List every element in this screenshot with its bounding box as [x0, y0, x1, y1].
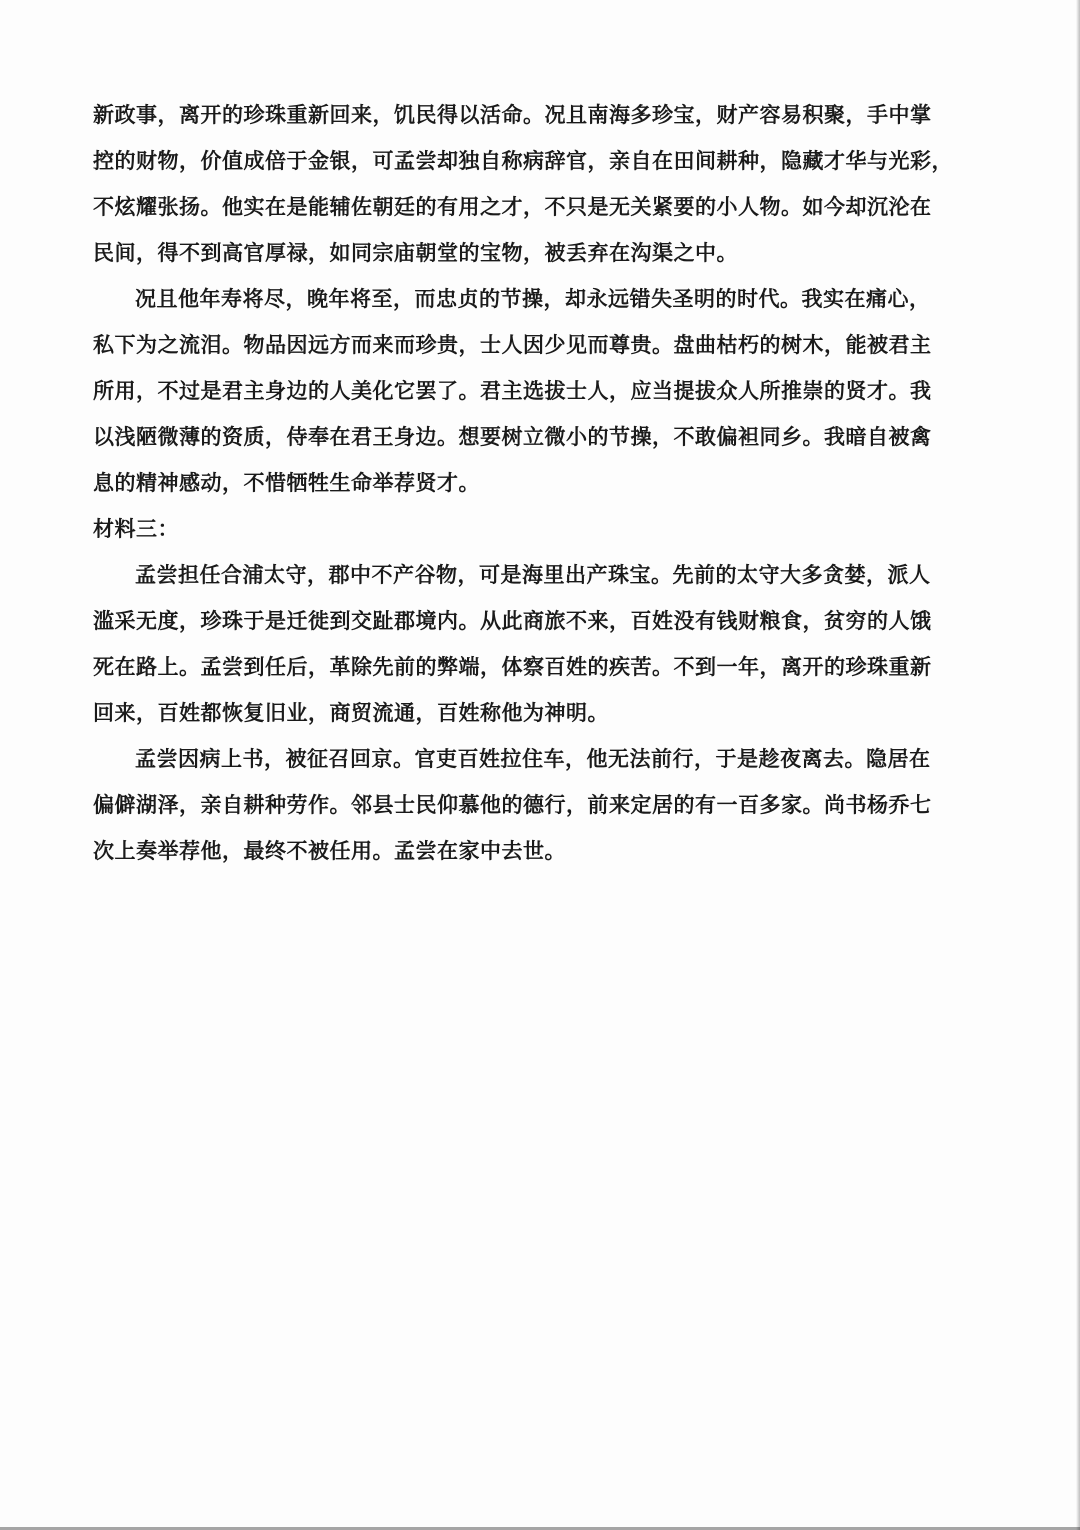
text-line: 死在路上。孟尝到任后，革除先前的弊端，体察百姓的疾苦。不到一年，离开的珍珠重新: [93, 654, 932, 679]
section-heading: 材料三：: [93, 516, 179, 541]
text-line: 新政事，离开的珍珠重新回来，饥民得以活命。况且南海多珍宝，财产容易积聚，手中掌: [93, 102, 932, 127]
text-line: 不炫耀张扬。他实在是能辅佐朝廷的有用之才，不只是无关紧要的小人物。如今却沉沦在: [93, 194, 932, 219]
paragraph-start-line: 孟尝担任合浦太守，郡中不产谷物，可是海里出产珠宝。先前的太守大多贪婪，派人: [135, 562, 931, 587]
page-edge-shadow: [1076, 0, 1080, 1530]
text-line: 控的财物，价值成倍于金银，可孟尝却独自称病辞官，亲自在田间耕种，隐藏才华与光彩，: [93, 148, 953, 173]
text-line: 滥采无度，珍珠于是迁徙到交趾郡境内。从此商旅不来，百姓没有钱财粮食，贫穷的人饿: [93, 608, 932, 633]
text-line: 偏僻湖泽，亲自耕种劳作。邻县士民仰慕他的德行，前来定居的有一百多家。尚书杨乔七: [93, 792, 932, 817]
paragraph-start-line: 况且他年寿将尽，晚年将至，而忠贞的节操，却永远错失圣明的时代。我实在痛心，: [135, 286, 931, 311]
text-line: 以浅陋微薄的资质，侍奉在君王身边。想要树立微小的节操，不敢偏袒同乡。我暗自被禽: [93, 424, 932, 449]
paragraph-start-line: 孟尝因病上书，被征召回京。官吏百姓拉住车，他无法前行，于是趁夜离去。隐居在: [135, 746, 931, 771]
document-body: [93, 92, 983, 874]
text-line: 民间，得不到高官厚禄，如同宗庙朝堂的宝物，被丢弃在沟渠之中。: [93, 240, 738, 265]
text-line: 私下为之流泪。物品因远方而来而珍贵，士人因少见而尊贵。盘曲枯朽的树木，能被君主: [93, 332, 932, 357]
text-line: 所用，不过是君主身边的人美化它罢了。君主选拔士人，应当提拔众人所推崇的贤才。我: [93, 378, 932, 403]
text-line: 次上奏举荐他，最终不被任用。孟尝在家中去世。: [93, 838, 566, 863]
text-line: 息的精神感动，不惜牺牲生命举荐贤才。: [93, 470, 480, 495]
text-line: 回来，百姓都恢复旧业，商贸流通，百姓称他为神明。: [93, 700, 609, 725]
